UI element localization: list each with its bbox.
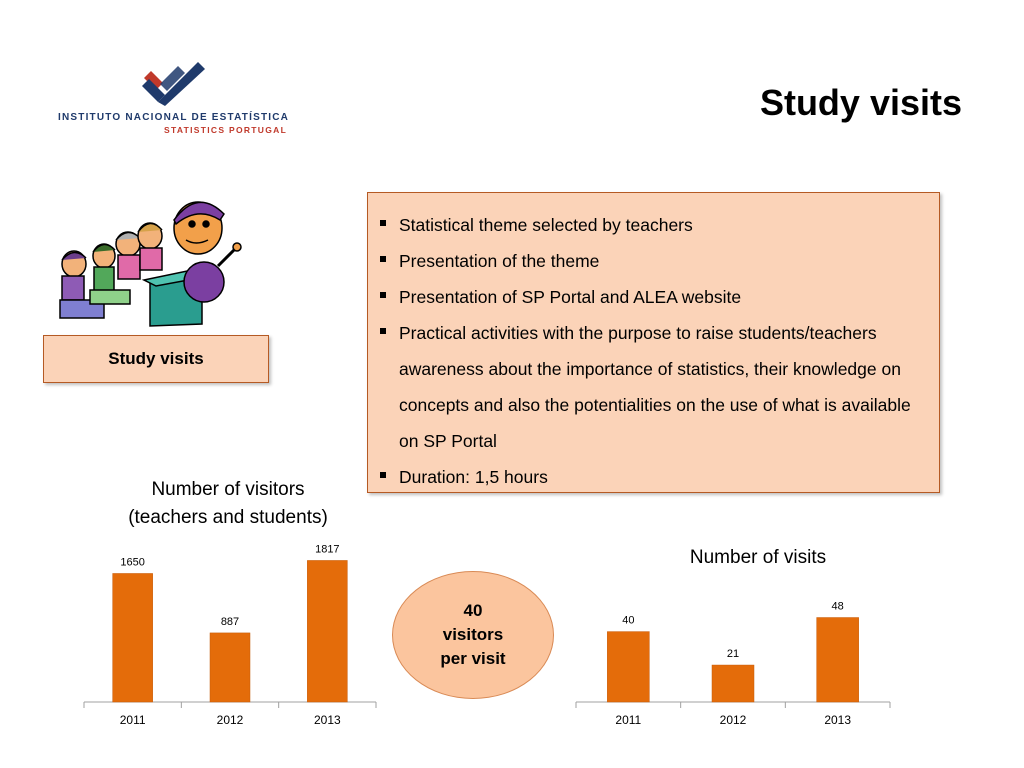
visitors-per-visit-value: 40: [463, 601, 483, 620]
info-bullet-item: Practical activities with the purpose to raise students/teachers awareness about the importance of statistics, their knowledge on concepts and also the potentialities on the use of what is available on SP Portal: [378, 315, 925, 459]
visitors-per-visit-line1: visitors: [442, 625, 504, 644]
page-title: Study visits: [759, 82, 962, 123]
x-tick-label: 2013: [313, 713, 341, 727]
visitors-chart-title-line1: Number of visitors: [151, 479, 305, 500]
bar: [307, 560, 347, 702]
logo-name: INSTITUTO NACIONAL DE ESTATÍSTICA: [58, 112, 290, 123]
study-visits-info-box: [367, 192, 940, 493]
logo-subtitle: STATISTICS PORTUGAL: [164, 125, 288, 135]
visitors-chart-title-line2: (teachers and students): [128, 507, 328, 528]
info-bullet-list: [378, 207, 925, 495]
bar-value-label: 40: [622, 614, 635, 627]
x-tick-label: 2013: [824, 713, 852, 727]
visitors-chart-title: [92, 476, 364, 532]
x-tick-label: 2012: [719, 713, 747, 727]
bar: [607, 632, 649, 702]
bar: [210, 633, 250, 702]
visits-chart-title: Number of visits: [689, 547, 827, 568]
visits-bar-chart: [570, 580, 896, 736]
info-bullet-item: Statistical theme selected by teachers: [378, 207, 925, 243]
info-bullet-item: Presentation of the theme: [378, 243, 925, 279]
ine-logo: [56, 56, 296, 136]
bar: [712, 665, 754, 702]
info-bullet-item: Duration: 1,5 hours: [378, 459, 925, 495]
logo-mark-icon: [138, 56, 208, 106]
x-tick-label: 2011: [615, 713, 642, 727]
bar-value-label: 887: [220, 615, 240, 628]
x-tick-label: 2011: [119, 713, 146, 727]
bar-value-label: 48: [831, 600, 844, 613]
x-tick-label: 2012: [216, 713, 244, 727]
visitors-per-visit-line2: per visit: [440, 649, 506, 668]
bar-value-label: 1817: [315, 543, 340, 556]
bar: [817, 618, 859, 702]
bar: [113, 573, 153, 702]
info-bullet-item: Presentation of SP Portal and ALEA website: [378, 279, 925, 315]
study-visits-label-box: Study visits: [43, 335, 269, 383]
visitors-bar-chart: [78, 530, 384, 736]
bar-value-label: 1650: [120, 556, 145, 569]
teacher-students-illustration-icon: [52, 196, 242, 328]
bar-value-label: 21: [726, 648, 740, 661]
visitors-per-visit-badge: [392, 571, 554, 699]
